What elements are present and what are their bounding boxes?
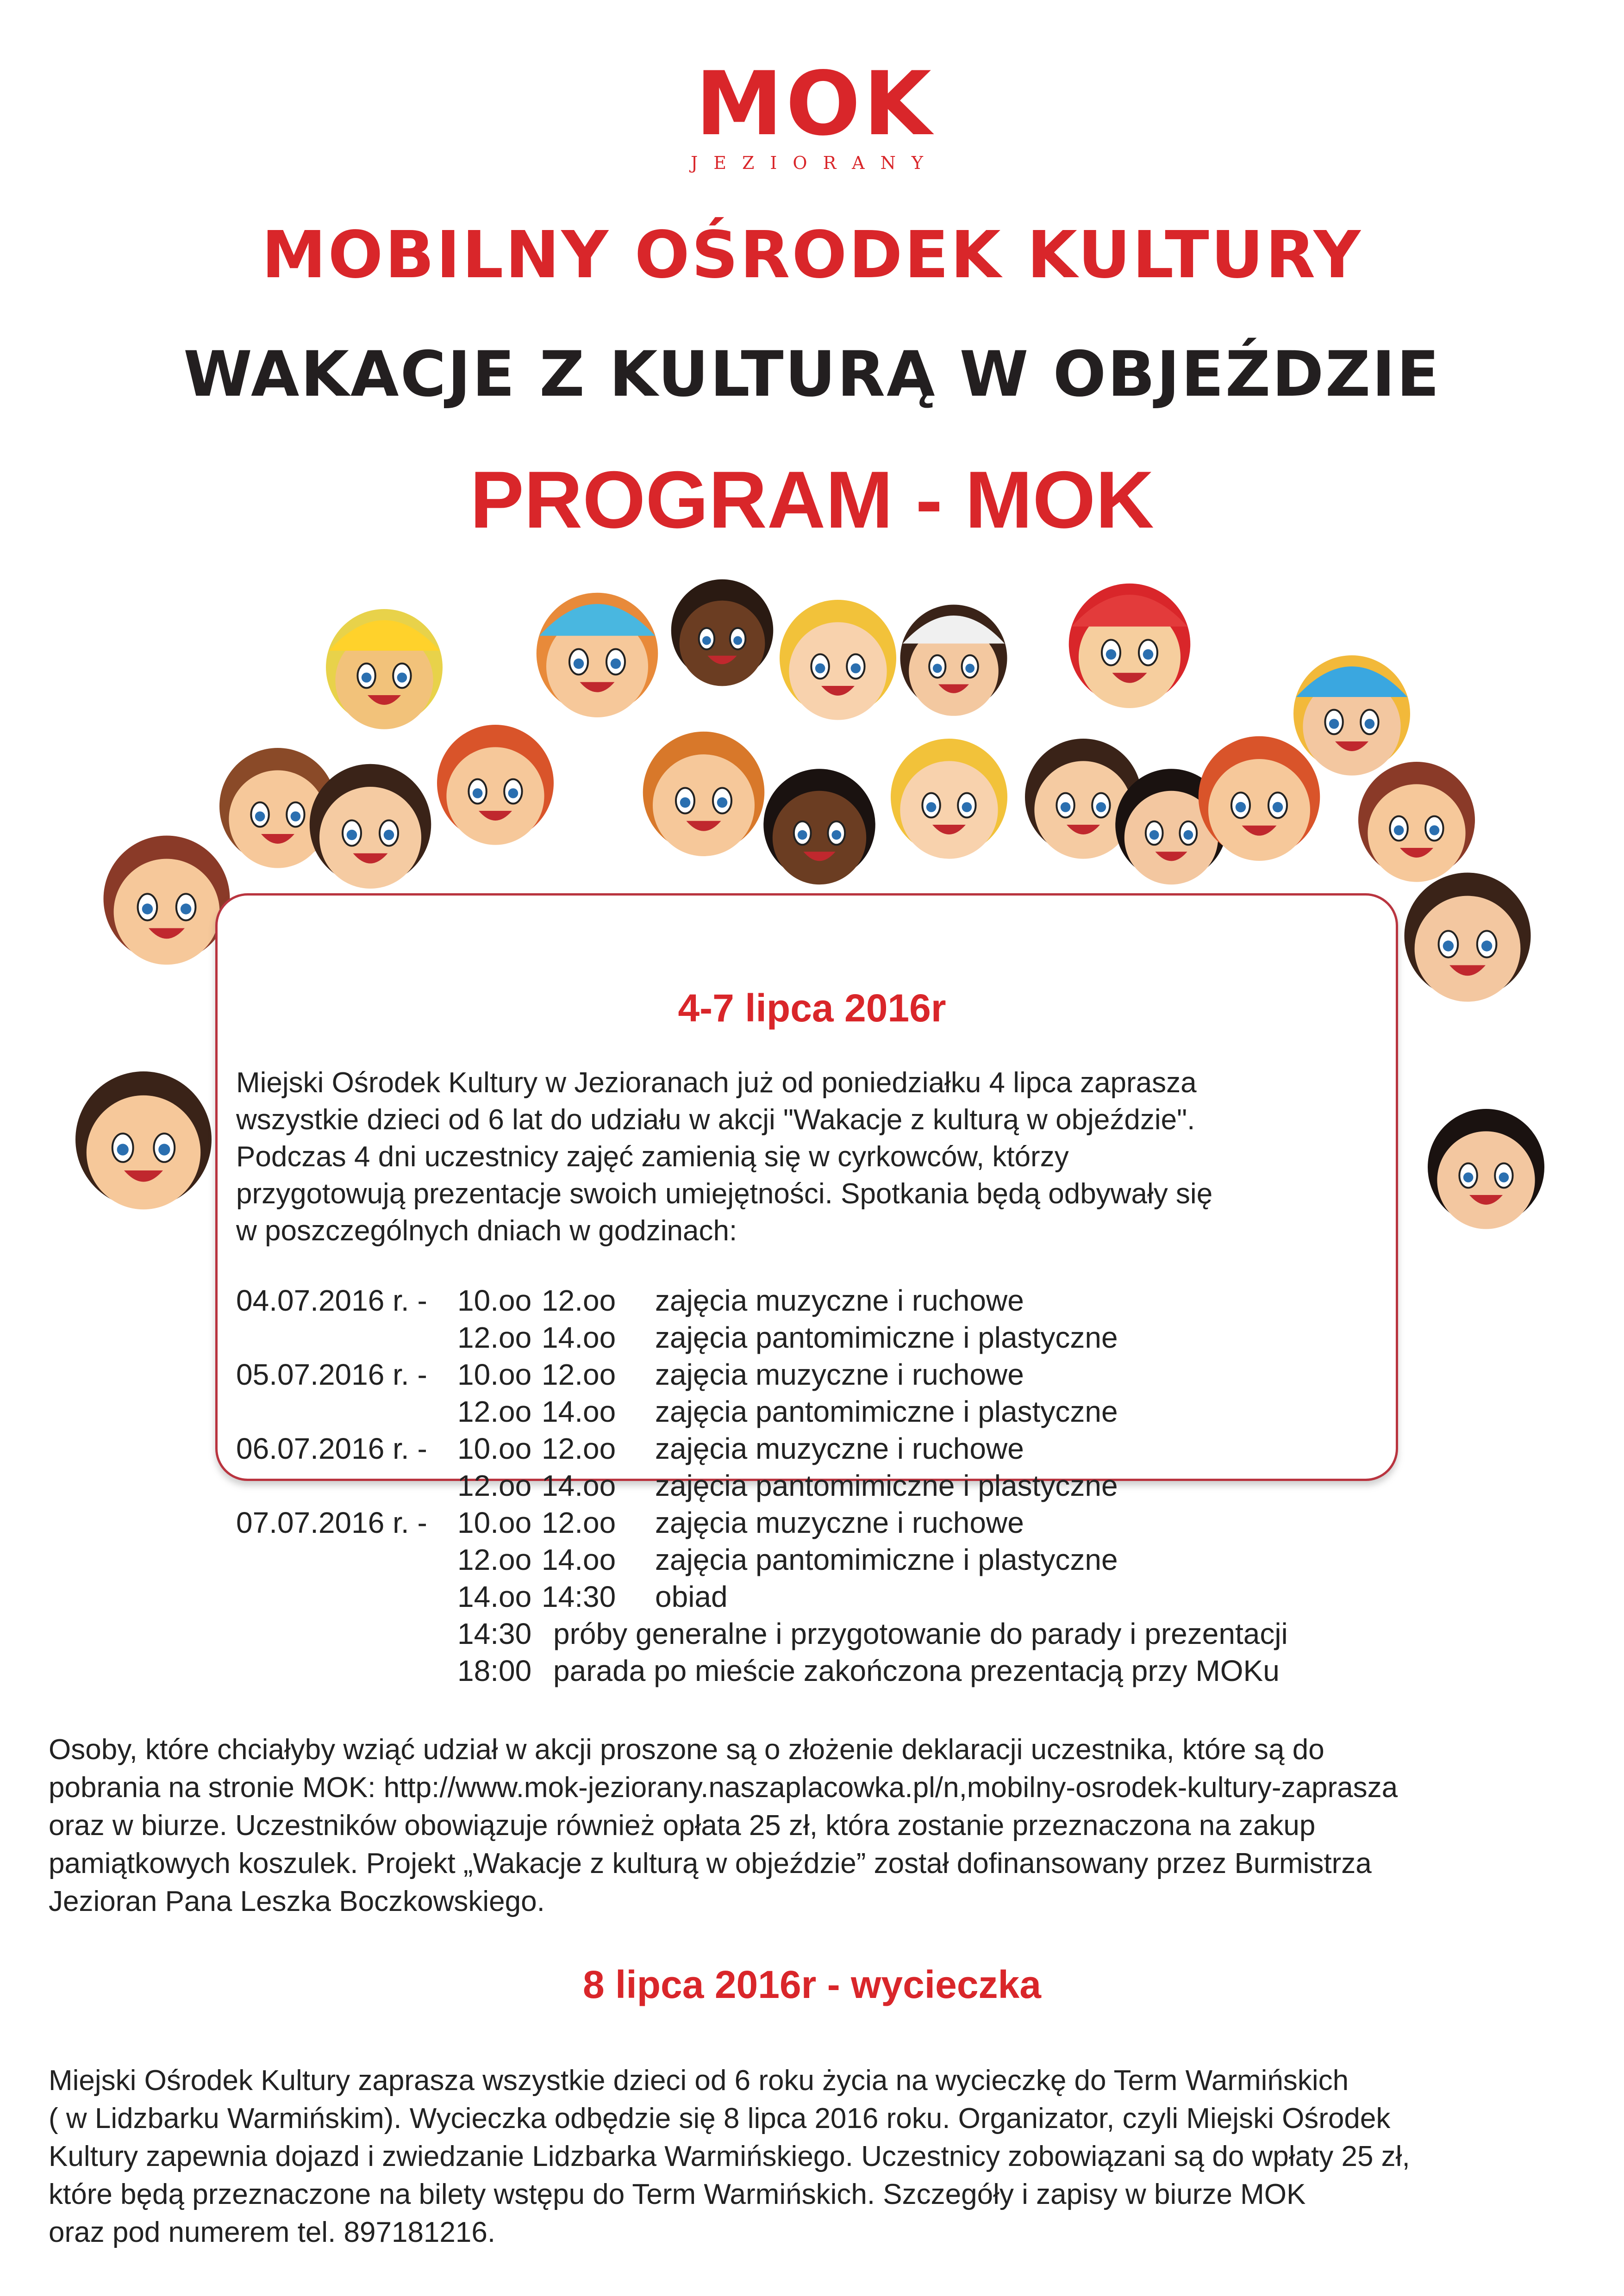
schedule-to: 14:30 <box>542 1580 616 1613</box>
schedule-to: 14.oo <box>542 1469 616 1502</box>
child-figure <box>437 725 554 845</box>
schedule-activity: zajęcia muzyczne i ruchowe <box>655 1358 1024 1391</box>
child-pupil <box>1183 830 1193 840</box>
schedule-row <box>236 1615 1440 1652</box>
child-pupil <box>611 659 621 669</box>
schedule-activity: parada po mieście zakończona prezentacją przy MOKu <box>553 1654 1280 1687</box>
child-pupil <box>1096 802 1106 812</box>
child-pupil <box>291 811 301 821</box>
trip-line: Miejski Ośrodek Kultury zaprasza wszystkie dzieci od 6 roku życia na wycieczkę do Term Warmińskich <box>49 2065 1349 2097</box>
child-pupil <box>384 830 394 840</box>
child-face <box>1437 1131 1535 1229</box>
child-pupil <box>1143 649 1154 660</box>
child-pupil <box>831 830 841 840</box>
schedule <box>236 1282 1440 1689</box>
intro-line: przygotowują prezentacje swoich umiejętności. Spotkania będą odbywały się <box>236 1178 1213 1210</box>
schedule-row <box>236 1467 1440 1504</box>
schedule-date: 04.07.2016 r. - <box>236 1284 427 1317</box>
schedule-row <box>236 1541 1440 1578</box>
child-pupil <box>1499 1172 1509 1182</box>
child-figure <box>891 739 1007 859</box>
main-title: MOBILNY OŚRODEK KULTURY <box>262 218 1362 293</box>
schedule-from: 12.oo <box>457 1321 532 1354</box>
child-pupil <box>815 663 825 673</box>
child-face <box>900 761 998 859</box>
child-pupil <box>733 636 742 645</box>
intro-line: Podczas 4 dni uczestnicy zajęć zamienią się w cyrkowców, którzy <box>236 1141 1069 1173</box>
child-figure <box>1405 873 1531 1002</box>
schedule-to: 14.oo <box>542 1321 616 1354</box>
child-pupil <box>680 797 691 808</box>
schedule-date: 06.07.2016 r. - <box>236 1432 427 1465</box>
schedule-row <box>236 1578 1440 1615</box>
schedule-activity: zajęcia pantomimiczne i plastyczne <box>655 1543 1118 1576</box>
child-pupil <box>965 664 974 673</box>
child-figure <box>1293 655 1410 776</box>
child-pupil <box>117 1144 129 1155</box>
child-figure <box>537 593 658 717</box>
child-figure <box>1358 762 1475 882</box>
child-face <box>680 601 765 686</box>
schedule-to: 14.oo <box>542 1543 616 1576</box>
child-pupil <box>1430 825 1440 835</box>
schedule-from: 10.oo <box>457 1358 532 1391</box>
child-pupil <box>1365 719 1375 729</box>
trip-line: które będą przeznaczone na bilety wstępu do Term Warmińskich. Szczegóły i zapisy w biurze MOK <box>49 2178 1306 2210</box>
child-figure <box>326 609 443 729</box>
intro-line: w poszczególnych dniach w godzinach: <box>236 1215 737 1247</box>
child-face <box>446 747 544 845</box>
child-figure <box>1069 584 1191 708</box>
schedule-from: 14.oo <box>457 1580 532 1613</box>
schedule-from: 10.oo <box>457 1432 532 1465</box>
child-pupil <box>1061 802 1071 812</box>
child-pupil <box>1463 1172 1474 1182</box>
child-pupil <box>362 672 372 683</box>
trip-info <box>49 2062 1576 2252</box>
child-figure <box>75 1071 212 1209</box>
child-pupil <box>574 659 584 669</box>
child-pupil <box>702 636 711 645</box>
child-pupil <box>926 802 937 812</box>
child-face <box>1208 759 1310 861</box>
child-face <box>653 754 755 856</box>
schedule-activity: zajęcia muzyczne i ruchowe <box>655 1506 1024 1539</box>
child-pupil <box>397 672 407 683</box>
schedule-row <box>236 1319 1440 1356</box>
child-pupil <box>347 830 357 840</box>
program-heading: PROGRAM - MOK <box>470 455 1154 545</box>
schedule-row <box>236 1504 1440 1541</box>
child-pupil <box>1481 940 1492 951</box>
subtitle: WAKACJE Z KULTURĄ W OBJEŹDZIE <box>183 338 1441 411</box>
schedule-to: 14.oo <box>542 1395 616 1428</box>
schedule-activity: obiad <box>655 1580 728 1613</box>
schedule-to: 12.oo <box>542 1432 616 1465</box>
schedule-to: 12.oo <box>542 1358 616 1391</box>
child-figure <box>1428 1109 1544 1229</box>
logo-subtitle: JEZIORANY <box>691 153 939 173</box>
intro-line: wszystkie dzieci od 6 lat do udziału w akcji "Wakacje z kulturą w objeździe". <box>236 1104 1195 1136</box>
schedule-date: 07.07.2016 r. - <box>236 1506 427 1539</box>
schedule-from: 12.oo <box>457 1469 532 1502</box>
schedule-activity: zajęcia muzyczne i ruchowe <box>655 1432 1024 1465</box>
child-pupil <box>1106 649 1117 660</box>
schedule-row <box>236 1430 1440 1467</box>
registration-line: pobrania na stronie MOK: http://www.mok-jeziorany.naszaplacowka.pl/n,mobilny-osrodek-kultury-zaprasza <box>49 1772 1398 1804</box>
schedule-to: 12.oo <box>542 1284 616 1317</box>
child-figure <box>900 605 1007 716</box>
child-pupil <box>962 802 972 812</box>
child-figure <box>763 769 875 884</box>
child-face <box>1368 784 1465 882</box>
child-pupil <box>473 788 483 798</box>
schedule-activity: zajęcia pantomimiczne i plastyczne <box>655 1469 1118 1502</box>
child-pupil <box>508 788 518 798</box>
board-date-heading: 4-7 lipca 2016r <box>678 986 946 1030</box>
trip-line: oraz pod numerem tel. 897181216. <box>49 2216 496 2248</box>
child-figure <box>643 732 765 856</box>
intro-line: Miejski Ośrodek Kultury w Jezioranach już od poniedziałku 4 lipca zaprasza <box>236 1067 1197 1099</box>
registration-info <box>49 1731 1576 1921</box>
schedule-from: 12.oo <box>457 1543 532 1576</box>
schedule-activity: zajęcia muzyczne i ruchowe <box>655 1284 1024 1317</box>
child-face <box>319 787 421 889</box>
child-pupil <box>717 797 728 808</box>
trip-line: ( w Lidzbarku Warmińskim). Wycieczka odbędzie się 8 lipca 2016 roku. Organizator, czyli Miejski Ośrodek <box>49 2103 1391 2134</box>
schedule-activity: zajęcia pantomimiczne i plastyczne <box>655 1321 1118 1354</box>
schedule-from: 10.oo <box>457 1284 532 1317</box>
child-face <box>87 1095 200 1209</box>
schedule-row <box>236 1356 1440 1393</box>
child-pupil <box>1443 940 1454 951</box>
mok-logo <box>681 53 949 176</box>
child-pupil <box>142 903 153 914</box>
schedule-to: 12.oo <box>542 1506 616 1539</box>
schedule-from: 10.oo <box>457 1506 532 1539</box>
child-pupil <box>851 663 861 673</box>
child-pupil <box>158 1144 170 1155</box>
trip-line: Kultury zapewnia dojazd i zwiedzanie Lidzbarka Warmińskiego. Uczestnicy zobowiązani są do wpłaty 25 zł, <box>49 2140 1410 2172</box>
schedule-row <box>236 1652 1440 1689</box>
child-figure <box>310 764 431 889</box>
registration-line: Osoby, które chciałyby wziąć udział w akcji proszone są o złożenie deklaracji uczestnika, które są do <box>49 1734 1324 1766</box>
child-pupil <box>1394 825 1404 835</box>
trip-date-heading: 8 lipca 2016r - wycieczka <box>583 1963 1041 2006</box>
child-figure <box>104 836 230 965</box>
child-pupil <box>181 903 191 914</box>
schedule-time: 14:30 <box>457 1617 532 1650</box>
schedule-date: 05.07.2016 r. - <box>236 1358 427 1391</box>
child-pupil <box>933 664 942 673</box>
schedule-activity: próby generalne i przygotowanie do parady i prezentacji <box>553 1617 1288 1650</box>
child-pupil <box>1273 802 1283 813</box>
schedule-row <box>236 1393 1440 1430</box>
logo-word: MOK <box>695 53 934 155</box>
child-pupil <box>798 830 807 840</box>
child-pupil <box>1236 802 1246 813</box>
schedule-from: 12.oo <box>457 1395 532 1428</box>
registration-line: Jezioran Pana Leszka Boczkowskiego. <box>49 1885 545 1917</box>
schedule-time: 18:00 <box>457 1654 532 1687</box>
child-pupil <box>255 811 265 821</box>
registration-line: oraz w biurze. Uczestników obowiązuje również opłata 25 zł, która zostanie przeznaczona na zakup <box>49 1810 1316 1842</box>
child-figure <box>780 600 896 720</box>
board-intro <box>236 1064 1393 1250</box>
schedule-row <box>236 1282 1440 1319</box>
child-face <box>773 791 866 884</box>
child-face <box>114 859 220 965</box>
child-face <box>789 622 887 720</box>
child-figure <box>671 579 774 686</box>
child-pupil <box>1149 830 1159 840</box>
child-pupil <box>1329 719 1339 729</box>
registration-line: pamiątkowych koszulek. Projekt „Wakacje z kulturą w objeździe” został dofinansowany przez Burmistrza <box>49 1848 1372 1879</box>
schedule-activity: zajęcia pantomimiczne i plastyczne <box>655 1395 1118 1428</box>
